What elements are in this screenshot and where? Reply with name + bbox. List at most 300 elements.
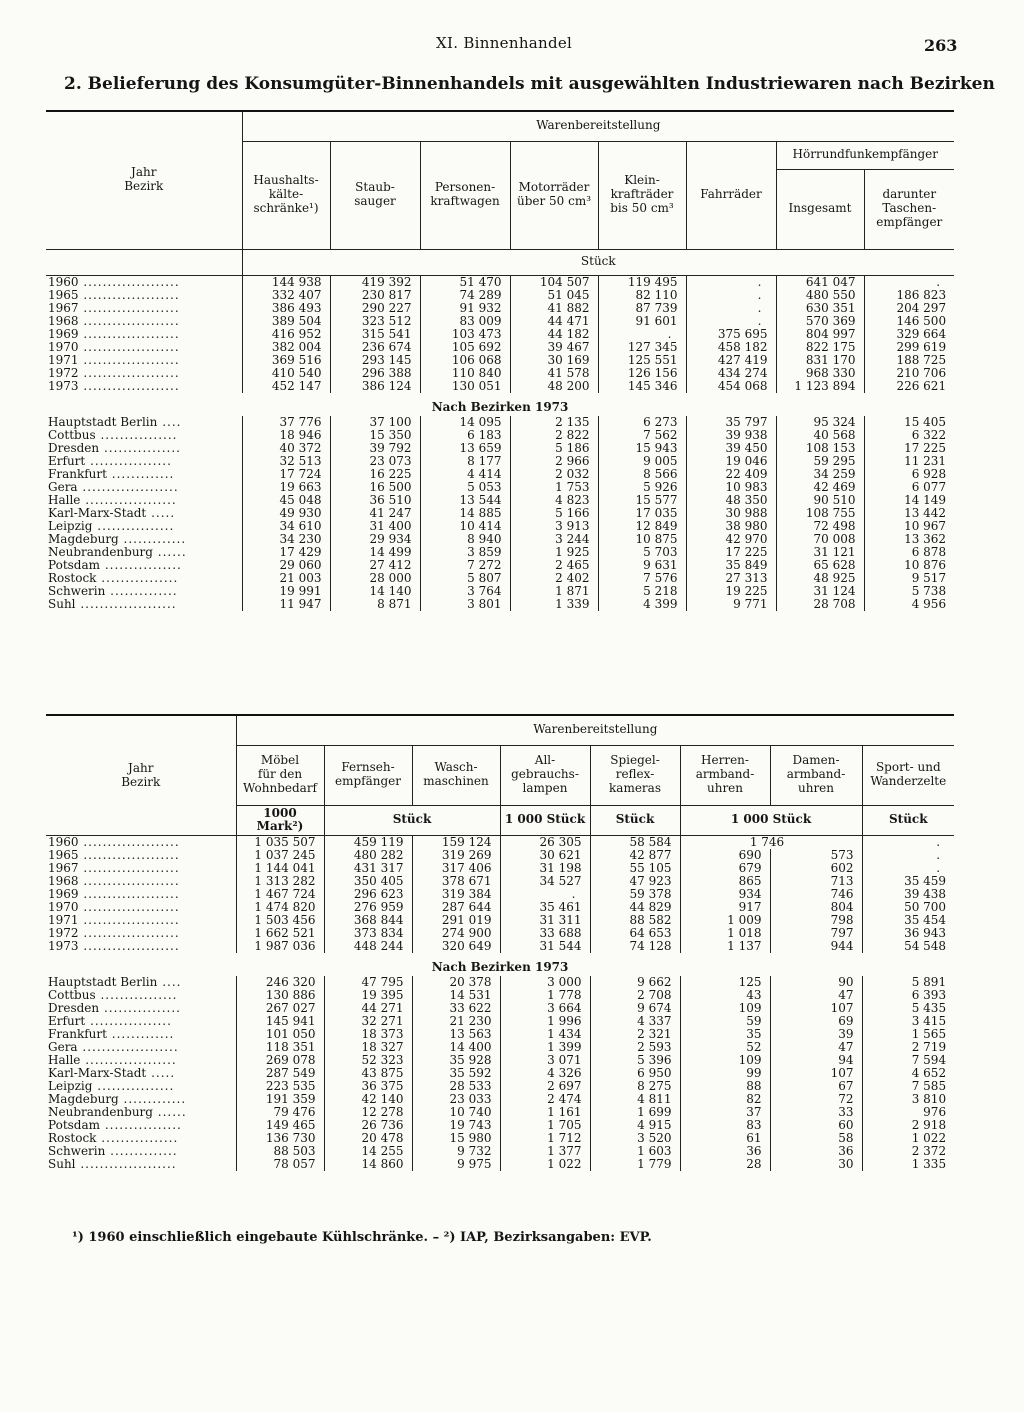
cell-value: 6 322: [864, 429, 954, 442]
cell-value: 10 414: [420, 520, 510, 533]
cell-value: 39 450: [686, 442, 776, 455]
cell-value: 14 860: [324, 1158, 412, 1171]
row-label: Rostock ................: [48, 1132, 179, 1146]
cell-value: 83 009: [420, 315, 510, 328]
cell-value: 65 628: [776, 559, 864, 572]
cell-value: 570 369: [776, 315, 864, 328]
cell-value: 49 930: [242, 507, 330, 520]
cell-value: 19 395: [324, 989, 412, 1002]
cell-value: 5 053: [420, 481, 510, 494]
cell-value: 431 317: [324, 862, 412, 875]
cell-value: 32 271: [324, 1015, 412, 1028]
cell-value: 27 412: [330, 559, 420, 572]
table-row: [46, 442, 954, 455]
cell-value: 2 918: [862, 1119, 954, 1132]
row-label-text: Dresden: [48, 441, 100, 455]
row-label-text: Suhl: [48, 597, 76, 611]
cell-value: 1 474 820: [236, 901, 324, 914]
cell-value: 1 996: [500, 1015, 590, 1028]
cell-value: 186 823: [864, 289, 954, 302]
cell-value: 18 327: [324, 1041, 412, 1054]
row-label-text: Schwerin: [48, 584, 106, 598]
cell-value: 3 764: [420, 585, 510, 598]
row-label: 1972 ....................: [48, 366, 180, 380]
cell-value: 58: [770, 1132, 862, 1145]
page-number: 263: [924, 36, 958, 55]
cell-value: 17 429: [242, 546, 330, 559]
row-label-text: Cottbus: [48, 989, 96, 1003]
footnote: ¹) 1960 einschließlich eingebaute Kühlschränke. – ²) IAP, Bezirksangaben: EVP.: [72, 1230, 652, 1245]
row-label-text: Suhl: [48, 1158, 76, 1172]
cell-value: 19 991: [242, 585, 330, 598]
row-label: 1973 ....................: [48, 379, 180, 393]
cell-value: 1 009: [680, 914, 770, 927]
cell-value: 9 631: [598, 559, 686, 572]
row-label: Karl-Marx-Stadt .....: [48, 1067, 176, 1081]
col-header: Wasch- maschinen: [412, 745, 500, 805]
row-label: Halle ...................: [48, 1054, 177, 1068]
cell-value: 23 033: [412, 1093, 500, 1106]
table-row: [46, 1015, 954, 1028]
table-row: [46, 940, 954, 953]
cell-value: 10 983: [686, 481, 776, 494]
table-row: [46, 914, 954, 927]
cell-value: .: [864, 275, 954, 289]
row-label: Schwerin ..............: [48, 584, 178, 598]
row-label-text: Magdeburg: [48, 1093, 119, 1107]
cell-value: 9 732: [412, 1145, 500, 1158]
cell-value: 1 925: [510, 546, 598, 559]
cell-value: 52 323: [324, 1054, 412, 1067]
table-title: 2. Belieferung des Konsumgüter-Binnenhandels mit ausgewählten Industriewaren nach Bezirken: [64, 74, 995, 94]
unit-header: 1 000 Stück: [500, 805, 590, 836]
cell-value: 74 289: [420, 289, 510, 302]
cell-value: 28 708: [776, 598, 864, 611]
cell-value: 31 124: [776, 585, 864, 598]
table-row: [46, 559, 954, 572]
table-row: [46, 1028, 954, 1041]
cell-value: 315 541: [330, 328, 420, 341]
cell-value: .: [686, 302, 776, 315]
cell-value: 37 776: [242, 416, 330, 429]
row-label: 1973 ....................: [48, 940, 180, 954]
row-label: 1967 ....................: [48, 301, 180, 315]
row-label: 1960 ....................: [48, 835, 180, 850]
cell-value: 2 402: [510, 572, 598, 585]
cell-value: 16 225: [330, 468, 420, 481]
cell-value: 82: [680, 1093, 770, 1106]
col-header: Klein- krafträder bis 50 cm³: [598, 141, 686, 249]
cell-value: 35 797: [686, 416, 776, 429]
cell-value: 42 877: [590, 849, 680, 862]
table-row: [46, 1080, 954, 1093]
cell-value: 94: [770, 1054, 862, 1067]
cell-value: 130 051: [420, 380, 510, 393]
cell-value: 416 952: [242, 328, 330, 341]
row-label-text: 1970: [48, 340, 79, 354]
row-label-text: 1969: [48, 327, 79, 341]
cell-value: 72: [770, 1093, 862, 1106]
cell-value: 5 703: [598, 546, 686, 559]
cell-value: 42 469: [776, 481, 864, 494]
cell-value: 274 900: [412, 927, 500, 940]
cell-value: 36 510: [330, 494, 420, 507]
row-label-text: Frankfurt: [48, 467, 107, 481]
row-label: Magdeburg .............: [48, 532, 187, 546]
cell-value: 59 295: [776, 455, 864, 468]
cell-value: 18 373: [324, 1028, 412, 1041]
cell-value: 20 478: [324, 1132, 412, 1145]
row-label-text: Karl-Marx-Stadt: [48, 1067, 147, 1081]
row-label: Dresden ................: [48, 441, 181, 455]
col-header: Haushalts- kälte- schränke¹): [242, 141, 330, 249]
cell-value: 4 326: [500, 1067, 590, 1080]
cell-value: 459 119: [324, 836, 412, 850]
cell-value: 60: [770, 1119, 862, 1132]
table-row: [46, 1054, 954, 1067]
cell-value: 10 967: [864, 520, 954, 533]
cell-value: 679: [680, 862, 770, 875]
row-label: 1970 ....................: [48, 340, 180, 354]
cell-value: 1 565: [862, 1028, 954, 1041]
row-label: Magdeburg .............: [48, 1093, 187, 1107]
cell-value: 15 943: [598, 442, 686, 455]
cell-value: 82 110: [598, 289, 686, 302]
cell-value: 26 305: [500, 836, 590, 850]
col-header: Herren- armband- uhren: [680, 745, 770, 805]
cell-value: 1 335: [862, 1158, 954, 1171]
cell-value: 226 621: [864, 380, 954, 393]
table-row: [46, 1041, 954, 1054]
table-row: [46, 585, 954, 598]
row-label-text: Cottbus: [48, 428, 96, 442]
col-header: Motorräder über 50 cm³: [510, 141, 598, 249]
cell-value: 210 706: [864, 367, 954, 380]
cell-value: 74 128: [590, 940, 680, 953]
cell-value: 13 563: [412, 1028, 500, 1041]
cell-value: 378 671: [412, 875, 500, 888]
cell-value: 31 198: [500, 862, 590, 875]
cell-value: 1 339: [510, 598, 598, 611]
table-row: [46, 1093, 954, 1106]
unit-header: 1 000 Stück: [680, 805, 862, 836]
cell-value: 30 621: [500, 849, 590, 862]
cell-value: 145 941: [236, 1015, 324, 1028]
cell-value: 17 225: [686, 546, 776, 559]
rowhead: Jahr Bezirk: [46, 111, 242, 249]
cell-value: 3 859: [420, 546, 510, 559]
rowhead: Jahr Bezirk: [46, 715, 236, 836]
cell-value: 99: [680, 1067, 770, 1080]
cell-value: 10 875: [598, 533, 686, 546]
cell-value: 28 533: [412, 1080, 500, 1093]
cell-value: 2 708: [590, 989, 680, 1002]
row-label: 1968 ....................: [48, 314, 180, 328]
cell-value: 6 077: [864, 481, 954, 494]
cell-value: 91 601: [598, 315, 686, 328]
row-label: Rostock ................: [48, 571, 179, 585]
row-label: Halle ...................: [48, 493, 177, 507]
cell-value: 55 105: [590, 862, 680, 875]
cell-value: 976: [862, 1106, 954, 1119]
cell-value: 1 778: [500, 989, 590, 1002]
row-label-text: Leipzig: [48, 519, 93, 533]
cell-value: .: [500, 888, 590, 901]
cell-value: 44 271: [324, 1002, 412, 1015]
row-label-text: Rostock: [48, 1132, 97, 1146]
cell-value: 42 140: [324, 1093, 412, 1106]
row-label: Neubrandenburg ......: [48, 1106, 187, 1120]
cell-value: 31 311: [500, 914, 590, 927]
cell-value: 2 372: [862, 1145, 954, 1158]
cell-value: 6 393: [862, 989, 954, 1002]
cell-value: 269 078: [236, 1054, 324, 1067]
cell-value: 43: [680, 989, 770, 1002]
cell-value: 320 649: [412, 940, 500, 953]
cell-value: 107: [770, 1002, 862, 1015]
row-label: Gera ....................: [48, 1041, 179, 1055]
cell-value: 41 578: [510, 367, 598, 380]
cell-value: 44 182: [510, 328, 598, 341]
row-label: Suhl ....................: [48, 1158, 177, 1172]
cell-value: 7 585: [862, 1080, 954, 1093]
cell-value: 2 032: [510, 468, 598, 481]
cell-value: 865: [680, 875, 770, 888]
row-label-text: 1971: [48, 353, 79, 367]
row-label-text: 1970: [48, 901, 79, 915]
cell-value: 17 724: [242, 468, 330, 481]
group-header: Warenbereitstellung: [242, 111, 954, 141]
cell-value: 48 925: [776, 572, 864, 585]
cell-value: 145 346: [598, 380, 686, 393]
cell-value: 48 200: [510, 380, 598, 393]
cell-value: 8 871: [330, 598, 420, 611]
cell-value: 3 810: [862, 1093, 954, 1106]
cell-value: 15 577: [598, 494, 686, 507]
cell-value: 51 470: [420, 275, 510, 289]
table-row: [46, 416, 954, 429]
cell-value: 39 938: [686, 429, 776, 442]
row-label: 1972 ....................: [48, 927, 180, 941]
cell-value: 3 244: [510, 533, 598, 546]
cell-value: 1 662 521: [236, 927, 324, 940]
cell-value: 2 474: [500, 1093, 590, 1106]
cell-value: 106 068: [420, 354, 510, 367]
cell-value: 1 699: [590, 1106, 680, 1119]
cell-value: 798: [770, 914, 862, 927]
row-label: Hauptstadt Berlin ....: [48, 976, 182, 990]
cell-value: 58 584: [590, 836, 680, 850]
cell-value: 19 225: [686, 585, 776, 598]
cell-value: 7 576: [598, 572, 686, 585]
cell-value: 44 829: [590, 901, 680, 914]
cell-value: 90: [770, 976, 862, 989]
cell-value: 4 337: [590, 1015, 680, 1028]
cell-value: 290 227: [330, 302, 420, 315]
cell-value: 103 473: [420, 328, 510, 341]
cell-value: 13 362: [864, 533, 954, 546]
cell-value: 101 050: [236, 1028, 324, 1041]
cell-value: 14 140: [330, 585, 420, 598]
cell-value: 67: [770, 1080, 862, 1093]
cell-value: 28 000: [330, 572, 420, 585]
cell-value: 36: [680, 1145, 770, 1158]
section-heading: Nach Bezirken 1973: [431, 399, 569, 414]
cell-value: 1 603: [590, 1145, 680, 1158]
cell-value: 36 375: [324, 1080, 412, 1093]
table-row: [46, 341, 954, 354]
cell-value: 34 610: [242, 520, 330, 533]
cell-value: 323 512: [330, 315, 420, 328]
row-label: Frankfurt .............: [48, 467, 175, 481]
cell-value: 15 980: [412, 1132, 500, 1145]
cell-value: 4 823: [510, 494, 598, 507]
row-label-text: Erfurt: [48, 1015, 86, 1029]
cell-value: 13 659: [420, 442, 510, 455]
row-label-text: 1968: [48, 875, 79, 889]
cell-value: 14 255: [324, 1145, 412, 1158]
cell-value: 88 582: [590, 914, 680, 927]
cell-value: 104 507: [510, 275, 598, 289]
cell-value: 23 073: [330, 455, 420, 468]
row-label: 1971 ....................: [48, 353, 180, 367]
row-label-text: Schwerin: [48, 1145, 106, 1159]
row-label-text: Hauptstadt Berlin: [48, 976, 158, 990]
cell-value: 230 817: [330, 289, 420, 302]
cell-value: .: [862, 836, 954, 850]
row-label-text: Erfurt: [48, 454, 86, 468]
row-label: Cottbus ................: [48, 989, 178, 1003]
cell-value: 4 399: [598, 598, 686, 611]
cell-value: 136 730: [236, 1132, 324, 1145]
cell-value: 2 465: [510, 559, 598, 572]
row-label-text: 1960: [48, 275, 79, 289]
table-row: [46, 1132, 954, 1145]
cell-value: 27 313: [686, 572, 776, 585]
cell-value: 6 878: [864, 546, 954, 559]
cell-value: 39 438: [862, 888, 954, 901]
cell-value: 33 622: [412, 1002, 500, 1015]
section-title: XI. Binnenhandel: [436, 34, 573, 52]
cell-value: 118 351: [236, 1041, 324, 1054]
cell-value: 108 755: [776, 507, 864, 520]
cell-value: .: [598, 328, 686, 341]
cell-value: 223 535: [236, 1080, 324, 1093]
cell-value: 91 932: [420, 302, 510, 315]
row-label: Hauptstadt Berlin ....: [48, 415, 182, 429]
cell-value: 14 149: [864, 494, 954, 507]
table-row: [46, 275, 954, 289]
table-row: [46, 315, 954, 328]
cell-value: 79 476: [236, 1106, 324, 1119]
cell-value: 88: [680, 1080, 770, 1093]
cell-value: 39 792: [330, 442, 420, 455]
cell-value: 51 045: [510, 289, 598, 302]
cell-value: 72 498: [776, 520, 864, 533]
row-label-text: Hauptstadt Berlin: [48, 415, 158, 429]
cell-value: 373 834: [324, 927, 412, 940]
cell-value: 1 779: [590, 1158, 680, 1171]
cell-value: 14 499: [330, 546, 420, 559]
cell-value: 17 225: [864, 442, 954, 455]
cell-value: 39 467: [510, 341, 598, 354]
cell-value: 31 400: [330, 520, 420, 533]
cell-value: 1 987 036: [236, 940, 324, 953]
cell-value: 480 550: [776, 289, 864, 302]
cell-value: 36: [770, 1145, 862, 1158]
cell-value: 713: [770, 875, 862, 888]
cell-value: 831 170: [776, 354, 864, 367]
cell-value: 5 396: [590, 1054, 680, 1067]
cell-value: 31 121: [776, 546, 864, 559]
cell-value: .: [686, 275, 776, 289]
cell-value: 2 822: [510, 429, 598, 442]
cell-value: 83: [680, 1119, 770, 1132]
running-header: [0, 34, 1024, 56]
table-row: [46, 481, 954, 494]
cell-value: 630 351: [776, 302, 864, 315]
cell-value: 14 095: [420, 416, 510, 429]
unit-header: Stück: [242, 249, 954, 275]
cell-value: 296 623: [324, 888, 412, 901]
row-label-text: 1972: [48, 927, 79, 941]
row-label: 1971 ....................: [48, 914, 180, 928]
cell-value: 47: [770, 1041, 862, 1054]
cell-value: 20 378: [412, 976, 500, 989]
cell-value: 8 940: [420, 533, 510, 546]
cell-value: 48 350: [686, 494, 776, 507]
cell-value: 64 653: [590, 927, 680, 940]
cell-value: 35 592: [412, 1067, 500, 1080]
cell-value: 26 736: [324, 1119, 412, 1132]
cell-value: 59: [680, 1015, 770, 1028]
cell-value: 1 434: [500, 1028, 590, 1041]
col-header: Fahrräder: [686, 141, 776, 249]
cell-value: 797: [770, 927, 862, 940]
row-label-text: Halle: [48, 1054, 81, 1068]
table-row: [46, 901, 954, 914]
row-label-text: Halle: [48, 493, 81, 507]
cell-value: 42 970: [686, 533, 776, 546]
cell-value: 4 652: [862, 1067, 954, 1080]
cell-value: 448 244: [324, 940, 412, 953]
cell-value: 12 278: [324, 1106, 412, 1119]
cell-value: 1 123 894: [776, 380, 864, 393]
row-label-text: 1968: [48, 314, 79, 328]
row-label: 1965 ....................: [48, 849, 180, 863]
row-label: Gera ....................: [48, 480, 179, 494]
col-header: Damen- armband- uhren: [770, 745, 862, 805]
table-deliveries-part1: [46, 110, 954, 692]
row-label-text: Rostock: [48, 571, 97, 585]
unit-header: 1000 Mark²): [236, 805, 324, 836]
cell-value: 458 182: [686, 341, 776, 354]
cell-value: 1 503 456: [236, 914, 324, 927]
cell-value: 1 399: [500, 1041, 590, 1054]
cell-value: 35: [680, 1028, 770, 1041]
row-label: Schwerin ..............: [48, 1145, 178, 1159]
cell-value: 9 975: [412, 1158, 500, 1171]
cell-value: 159 124: [412, 836, 500, 850]
table-row: [46, 380, 954, 393]
cell-value: 19 046: [686, 455, 776, 468]
row-label-text: 1967: [48, 862, 79, 876]
table-row: [46, 1002, 954, 1015]
cell-value: 40 568: [776, 429, 864, 442]
cell-value: 43 875: [324, 1067, 412, 1080]
row-label-text: Potsdam: [48, 558, 101, 572]
cell-value: 2 593: [590, 1041, 680, 1054]
